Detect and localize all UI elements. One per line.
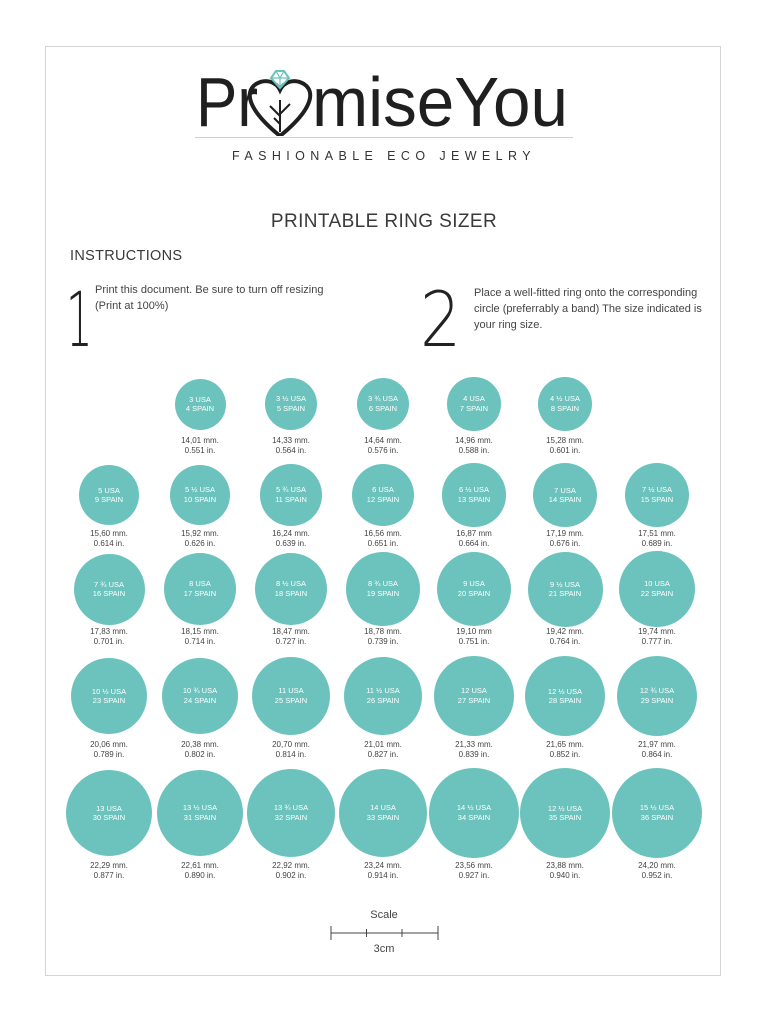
step-2-text: Place a well-fitted ring onto the corresponding circle (preferrably a band) The size indicated is your ring size.	[474, 287, 702, 331]
ring-size-usa: 5 USA	[98, 485, 120, 495]
ring-size-spain: 33 SPAIN	[366, 812, 400, 822]
ring-size-usa: 10 USA	[644, 579, 670, 589]
diameter-mm: 17,51 mm.	[638, 529, 676, 538]
ring-size-usa: 7 USA	[554, 485, 576, 495]
ring-measurement	[434, 627, 514, 646]
diameter-inches: 0.664 in.	[458, 538, 490, 548]
diameter-inches: 0.940 in.	[549, 870, 581, 880]
ring-size-spain: 11 SPAIN	[275, 494, 307, 504]
diameter-mm: 23,24 mm.	[364, 861, 402, 870]
ring-measurement	[251, 529, 331, 548]
diameter-inches: 0.651 in.	[367, 538, 399, 548]
ring-measurement	[160, 627, 240, 646]
diameter-inches: 0.914 in.	[367, 870, 399, 880]
ring-size-spain: 19 SPAIN	[366, 588, 400, 598]
ring-size-spain: 22 SPAIN	[640, 588, 674, 598]
diameter-inches: 0.852 in.	[549, 749, 581, 759]
ring-size-usa: 3 USA	[189, 394, 211, 404]
diameter-inches: 0.890 in.	[184, 870, 216, 880]
diameter-inches: 0.814 in.	[275, 749, 307, 759]
ring-size-spain: 14 SPAIN	[548, 495, 582, 504]
ring-circle	[66, 770, 152, 856]
ring-size-usa: 5 ¾ USA	[275, 485, 306, 495]
ring-measurement	[160, 436, 240, 455]
ring-size-spain: 12 SPAIN	[366, 494, 400, 504]
ring-size-usa: 9 ½ USA	[549, 579, 580, 589]
ring-size-spain: 31 SPAIN	[183, 812, 217, 822]
ring-size-spain: 35 SPAIN	[548, 813, 582, 822]
ring-circle	[619, 551, 695, 627]
ring-size-spain: 29 SPAIN	[640, 695, 674, 705]
ring-circle	[434, 656, 513, 735]
ring-circle	[255, 553, 328, 626]
diameter-inches: 0.576 in.	[367, 445, 399, 455]
scale-label: Scale	[370, 909, 398, 921]
logo-divider	[195, 137, 573, 138]
instructions-heading: INSTRUCTIONS	[70, 248, 183, 264]
ring-size-spain: 7 SPAIN	[459, 403, 489, 413]
ring-circle	[538, 377, 592, 431]
ring-size-usa: 9 USA	[463, 579, 485, 589]
ring-size-spain: 6 SPAIN	[368, 403, 398, 413]
ring-size-usa: 10 ¾ USA	[182, 686, 218, 696]
ring-size-usa: 12 ½ USA	[547, 686, 583, 696]
ring-measurement	[434, 436, 514, 455]
diameter-inches: 0.864 in.	[641, 749, 673, 759]
ring-size-spain: 9 SPAIN	[94, 495, 124, 504]
ring-measurement	[617, 861, 697, 880]
diameter-mm: 22,29 mm.	[90, 861, 128, 870]
ring-measurement	[525, 529, 605, 548]
diameter-mm: 20,38 mm.	[181, 740, 219, 749]
ring-circle	[520, 768, 610, 858]
ring-measurement	[343, 740, 423, 759]
ring-measurement	[434, 529, 514, 548]
ring-size-usa: 6 ½ USA	[458, 485, 489, 495]
diameter-mm: 15,28 mm.	[546, 436, 584, 445]
diameter-mm: 18,15 mm.	[181, 627, 219, 636]
diameter-inches: 0.614 in.	[93, 538, 125, 548]
ring-size-spain: 28 SPAIN	[548, 696, 582, 705]
ring-circle	[79, 465, 139, 525]
ring-size-usa: 11 USA	[278, 686, 304, 696]
tagline: FASHIONABLE ECO JEWELRY	[232, 149, 536, 163]
ring-size-usa: 4 USA	[463, 394, 485, 404]
ring-circle	[533, 463, 597, 527]
ring-size-spain: 5 SPAIN	[276, 403, 306, 413]
ring-size-usa: 12 USA	[461, 686, 487, 696]
ring-measurement	[525, 436, 605, 455]
ring-size-spain: 13 SPAIN	[457, 494, 491, 504]
ring-size-usa: 14 USA	[370, 803, 396, 813]
ring-size-usa: 7 ½ USA	[641, 485, 672, 495]
step-2-number: 2	[420, 275, 462, 364]
ring-size-spain: 21 SPAIN	[548, 589, 582, 598]
brand-logo	[0, 18, 768, 136]
ring-measurement	[160, 861, 240, 880]
ring-size-spain: 32 SPAIN	[274, 812, 308, 822]
ring-measurement	[69, 529, 149, 548]
ring-circle	[437, 552, 511, 626]
ring-size-usa: 3 ¾ USA	[367, 394, 398, 404]
ring-circle	[344, 657, 422, 735]
wordmark-text-start: Pr	[196, 63, 258, 136]
diameter-mm: 21,65 mm.	[546, 740, 584, 749]
ring-measurement	[617, 627, 697, 646]
ring-size-usa: 12 ½ USA	[547, 803, 583, 813]
ring-size-usa: 12 ¾ USA	[639, 686, 675, 696]
ring-size-spain: 20 SPAIN	[457, 588, 491, 598]
diameter-inches: 0.701 in.	[93, 636, 125, 646]
diameter-mm: 21,33 mm.	[455, 740, 493, 749]
page-title: PRINTABLE RING SIZER	[270, 211, 498, 232]
diameter-mm: 21,01 mm.	[364, 740, 402, 749]
diameter-mm: 16,24 mm.	[272, 529, 310, 538]
ring-measurement	[525, 627, 605, 646]
ring-size-spain: 36 SPAIN	[640, 812, 674, 822]
ring-circle	[339, 769, 427, 857]
diameter-mm: 23,88 mm.	[546, 861, 584, 870]
ring-measurement	[434, 861, 514, 880]
diameter-mm: 19,10 mm	[456, 627, 492, 636]
diameter-mm: 15,60 mm.	[90, 529, 128, 538]
diameter-inches: 0.927 in.	[458, 870, 490, 880]
ring-measurement	[343, 529, 423, 548]
ring-size-spain: 25 SPAIN	[274, 695, 308, 705]
diameter-mm: 19,74 mm.	[638, 627, 676, 636]
ring-measurement	[251, 627, 331, 646]
ring-circle	[429, 768, 518, 857]
ring-measurement	[69, 740, 149, 759]
ring-circle	[164, 553, 236, 625]
ring-size-spain: 34 SPAIN	[457, 812, 491, 822]
diameter-inches: 0.902 in.	[275, 870, 307, 880]
ring-size-usa: 5 ½ USA	[184, 485, 215, 495]
ring-size-usa: 11 ½ USA	[366, 686, 400, 696]
ring-size-usa: 3 ½ USA	[275, 394, 306, 404]
ring-measurement	[69, 861, 149, 880]
ring-size-spain: 18 SPAIN	[274, 588, 308, 598]
ring-measurement	[617, 529, 697, 548]
diameter-mm: 15,92 mm.	[181, 529, 219, 538]
ring-size-usa: 7 ¾ USA	[93, 579, 124, 589]
diameter-inches: 0.827 in.	[367, 749, 399, 759]
diameter-mm: 21,97 mm.	[638, 740, 676, 749]
ring-circle	[525, 656, 605, 736]
ring-circle	[447, 377, 500, 430]
ring-measurement	[251, 861, 331, 880]
ring-circle	[247, 769, 335, 857]
ring-circle	[612, 768, 703, 859]
diameter-mm: 18,78 mm.	[364, 627, 402, 636]
diameter-inches: 0.689 in.	[641, 538, 673, 548]
diameter-inches: 0.751 in.	[458, 636, 490, 646]
diameter-inches: 0.727 in.	[275, 636, 307, 646]
ring-size-usa: 13 ½ USA	[182, 803, 218, 813]
ring-circle	[252, 657, 330, 735]
ring-measurement	[343, 861, 423, 880]
ring-measurement	[525, 740, 605, 759]
ring-circle	[528, 552, 603, 627]
diameter-mm: 14,01 mm.	[181, 436, 219, 445]
wordmark-text-end: miseYou	[312, 63, 568, 136]
diameter-inches: 0.877 in.	[93, 870, 125, 880]
step-1-number: 1	[66, 275, 93, 364]
diameter-inches: 0.739 in.	[367, 636, 399, 646]
diameter-inches: 0.588 in.	[458, 445, 490, 455]
ring-circle	[260, 464, 322, 526]
ring-size-usa: 14 ½ USA	[456, 803, 492, 813]
diameter-mm: 16,87 mm	[456, 529, 492, 538]
diameter-inches: 0.952 in.	[641, 870, 673, 880]
ring-size-usa: 8 ½ USA	[275, 579, 306, 589]
ring-circle	[265, 378, 317, 430]
diameter-mm: 14,96 mm.	[455, 436, 493, 445]
ring-circle	[74, 554, 145, 625]
ring-size-spain: 4 SPAIN	[185, 404, 215, 413]
ring-size-usa: 13 USA	[96, 803, 122, 813]
heart-diamond-icon	[250, 71, 310, 136]
ring-measurement	[617, 740, 697, 759]
ring-size-usa: 6 USA	[372, 485, 394, 495]
ring-measurement	[160, 740, 240, 759]
ring-size-spain: 27 SPAIN	[457, 695, 491, 705]
scale-value: 3cm	[373, 943, 395, 955]
ring-circle	[352, 464, 414, 526]
diameter-inches: 0.551 in.	[184, 445, 216, 455]
diameter-mm: 20,06 mm.	[90, 740, 128, 749]
diameter-mm: 17,19 mm.	[546, 529, 584, 538]
scale-ruler	[330, 924, 440, 942]
ring-size-spain: 30 SPAIN	[92, 813, 126, 822]
ring-size-spain: 8 SPAIN	[550, 403, 580, 413]
ring-circle	[162, 658, 239, 735]
diameter-mm: 23,56 mm.	[455, 861, 493, 870]
diameter-mm: 19,42 mm.	[546, 627, 584, 636]
ring-size-usa: 8 ¾ USA	[367, 579, 398, 589]
diameter-inches: 0.676 in.	[549, 538, 581, 548]
ring-size-spain: 10 SPAIN	[183, 494, 217, 504]
ring-size-usa: 8 USA	[189, 579, 211, 589]
ring-size-spain: 17 SPAIN	[183, 588, 217, 598]
ring-size-usa: 13 ¾ USA	[273, 803, 309, 813]
ring-measurement	[525, 861, 605, 880]
diameter-inches: 0.601 in.	[549, 445, 581, 455]
ring-measurement	[343, 436, 423, 455]
diameter-mm: 17,83 mm.	[90, 627, 128, 636]
ring-measurement	[160, 529, 240, 548]
diameter-inches: 0.802 in.	[184, 749, 216, 759]
ring-size-spain: 23 SPAIN	[92, 696, 126, 705]
diameter-mm: 16,56 mm.	[364, 529, 402, 538]
ring-size-usa: 15 ½ USA	[639, 803, 675, 813]
ring-circle	[157, 770, 244, 857]
ring-size-spain: 24 SPAIN	[183, 695, 217, 705]
diameter-inches: 0.639 in.	[275, 538, 307, 548]
diameter-inches: 0.764 in.	[549, 636, 581, 646]
ring-size-spain: 16 SPAIN	[92, 589, 126, 598]
diameter-inches: 0.564 in.	[275, 445, 307, 455]
ring-size-usa: 10 ½ USA	[91, 686, 127, 696]
promiseyou-wordmark	[194, 18, 574, 136]
ring-circle	[175, 379, 226, 430]
ring-measurement	[69, 627, 149, 646]
ring-circle	[442, 463, 505, 526]
diameter-mm: 18,47 mm.	[272, 627, 310, 636]
ring-size-usa: 4 ½ USA	[549, 394, 580, 404]
ring-measurement	[251, 436, 331, 455]
ring-measurement	[251, 740, 331, 759]
ring-circle	[617, 656, 698, 737]
ring-size-spain: 26 SPAIN	[366, 695, 400, 705]
ring-circle	[71, 658, 147, 734]
diameter-inches: 0.626 in.	[184, 538, 216, 548]
diameter-inches: 0.777 in.	[641, 636, 673, 646]
diameter-mm: 14,33 mm.	[272, 436, 310, 445]
diameter-mm: 24,20 mm.	[638, 861, 676, 870]
diameter-mm: 14,64 mm.	[364, 436, 402, 445]
diameter-inches: 0.714 in.	[184, 636, 216, 646]
ring-size-spain: 15 SPAIN	[640, 494, 674, 504]
diameter-inches: 0.839 in.	[458, 749, 490, 759]
diameter-mm: 22,61 mm.	[181, 861, 219, 870]
diameter-inches: 0.789 in.	[93, 749, 125, 759]
diameter-mm: 20,70 mm.	[272, 740, 310, 749]
ring-measurement	[434, 740, 514, 759]
diameter-mm: 22,92 mm.	[272, 861, 310, 870]
ring-measurement	[343, 627, 423, 646]
ring-circle	[346, 552, 419, 625]
step-1-text: Print this document. Be sure to turn off resizing (Print at 100%)	[95, 284, 324, 312]
